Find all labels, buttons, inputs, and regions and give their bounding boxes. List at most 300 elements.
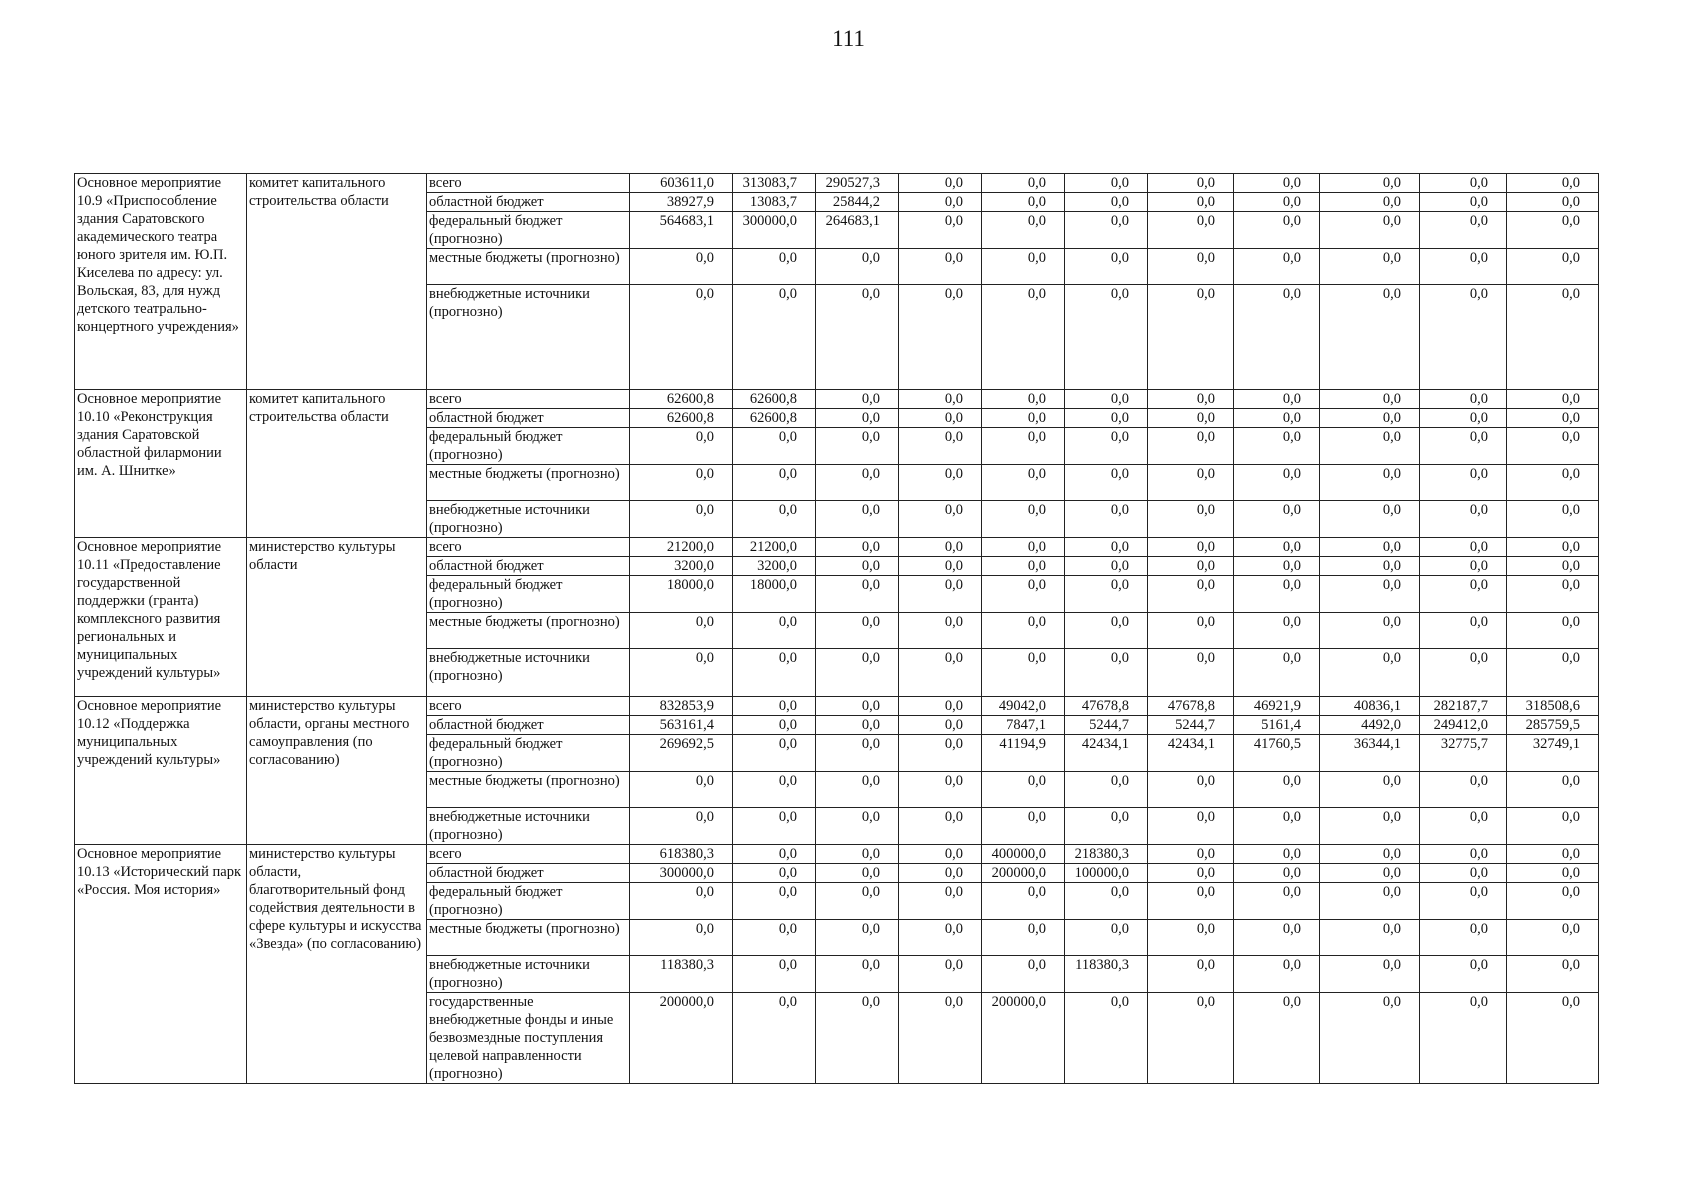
amount-cell: 0,0 [1507, 465, 1599, 501]
amount-cell: 0,0 [1320, 193, 1420, 212]
amount-cell: 0,0 [982, 576, 1065, 613]
amount-cell: 0,0 [733, 808, 816, 845]
amount-cell: 0,0 [1420, 649, 1507, 697]
amount-cell: 0,0 [1420, 390, 1507, 409]
amount-cell: 0,0 [816, 428, 899, 465]
amount-cell: 0,0 [1420, 174, 1507, 193]
amount-cell: 0,0 [1320, 649, 1420, 697]
funding-source: государственные внебюджетные фонды и иные безвозмездные поступления целевой направленности (прогнозно) [427, 993, 630, 1084]
amount-cell: 0,0 [1320, 956, 1420, 993]
amount-cell: 0,0 [1148, 864, 1234, 883]
amount-cell: 0,0 [1234, 772, 1320, 808]
amount-cell: 0,0 [816, 557, 899, 576]
amount-cell: 0,0 [1065, 212, 1148, 249]
amount-cell: 0,0 [816, 390, 899, 409]
amount-cell: 0,0 [630, 920, 733, 956]
amount-cell: 0,0 [1507, 501, 1599, 538]
amount-cell: 0,0 [816, 883, 899, 920]
amount-cell: 0,0 [1420, 285, 1507, 390]
amount-cell: 0,0 [816, 864, 899, 883]
amount-cell: 0,0 [1320, 285, 1420, 390]
amount-cell: 0,0 [816, 576, 899, 613]
amount-cell: 0,0 [816, 716, 899, 735]
amount-cell: 0,0 [899, 390, 982, 409]
amount-cell: 0,0 [733, 649, 816, 697]
amount-cell: 0,0 [1320, 409, 1420, 428]
amount-cell: 0,0 [1234, 212, 1320, 249]
amount-cell: 0,0 [1148, 845, 1234, 864]
funding-source: федеральный бюджет (прогнозно) [427, 883, 630, 920]
amount-cell: 0,0 [1507, 864, 1599, 883]
amount-cell: 0,0 [1507, 883, 1599, 920]
amount-cell: 0,0 [1507, 845, 1599, 864]
amount-cell: 0,0 [1234, 993, 1320, 1084]
amount-cell: 0,0 [816, 409, 899, 428]
amount-cell: 0,0 [899, 697, 982, 716]
amount-cell: 0,0 [816, 285, 899, 390]
amount-cell: 0,0 [816, 649, 899, 697]
amount-cell: 0,0 [630, 649, 733, 697]
amount-cell: 0,0 [899, 501, 982, 538]
funding-source: федеральный бюджет (прогнозно) [427, 576, 630, 613]
amount-cell: 0,0 [1148, 613, 1234, 649]
amount-cell: 0,0 [899, 249, 982, 285]
amount-cell: 0,0 [1065, 174, 1148, 193]
amount-cell: 0,0 [899, 409, 982, 428]
amount-cell: 0,0 [1065, 390, 1148, 409]
amount-cell: 0,0 [1507, 538, 1599, 557]
amount-cell: 0,0 [1148, 649, 1234, 697]
amount-cell: 0,0 [1420, 883, 1507, 920]
amount-cell: 0,0 [733, 993, 816, 1084]
amount-cell: 0,0 [1234, 465, 1320, 501]
table-row [75, 697, 1599, 716]
amount-cell: 0,0 [1320, 576, 1420, 613]
amount-cell: 0,0 [1234, 285, 1320, 390]
amount-cell: 0,0 [1148, 993, 1234, 1084]
amount-cell: 0,0 [733, 956, 816, 993]
amount-cell: 0,0 [733, 613, 816, 649]
amount-cell: 603611,0 [630, 174, 733, 193]
amount-cell: 32775,7 [1420, 735, 1507, 772]
amount-cell: 0,0 [1148, 538, 1234, 557]
funding-source: областной бюджет [427, 557, 630, 576]
amount-cell: 618380,3 [630, 845, 733, 864]
amount-cell: 563161,4 [630, 716, 733, 735]
amount-cell: 0,0 [1420, 576, 1507, 613]
amount-cell: 0,0 [1065, 501, 1148, 538]
amount-cell: 0,0 [1420, 993, 1507, 1084]
amount-cell: 47678,8 [1065, 697, 1148, 716]
amount-cell: 62600,8 [733, 409, 816, 428]
amount-cell: 0,0 [1320, 212, 1420, 249]
amount-cell: 0,0 [816, 613, 899, 649]
amount-cell: 0,0 [1234, 576, 1320, 613]
amount-cell: 0,0 [816, 956, 899, 993]
amount-cell: 32749,1 [1507, 735, 1599, 772]
amount-cell: 21200,0 [733, 538, 816, 557]
amount-cell: 0,0 [1320, 864, 1420, 883]
amount-cell: 0,0 [1320, 501, 1420, 538]
amount-cell: 0,0 [1320, 249, 1420, 285]
amount-cell: 0,0 [1065, 772, 1148, 808]
amount-cell: 62600,8 [733, 390, 816, 409]
funding-source: всего [427, 174, 630, 193]
amount-cell: 0,0 [899, 428, 982, 465]
amount-cell: 0,0 [982, 538, 1065, 557]
amount-cell: 0,0 [816, 697, 899, 716]
table-row [75, 538, 1599, 557]
amount-cell: 0,0 [982, 390, 1065, 409]
funding-source: федеральный бюджет (прогнозно) [427, 735, 630, 772]
amount-cell: 218380,3 [1065, 845, 1148, 864]
funding-source: местные бюджеты (прогнозно) [427, 772, 630, 808]
amount-cell: 0,0 [899, 538, 982, 557]
amount-cell: 0,0 [1148, 193, 1234, 212]
measure-title: Основное мероприятие 10.10 «Реконструкция здания Саратовской областной филармонии им. А. Шнитке» [75, 390, 247, 538]
amount-cell: 0,0 [1320, 557, 1420, 576]
amount-cell: 0,0 [1320, 845, 1420, 864]
amount-cell: 5161,4 [1234, 716, 1320, 735]
amount-cell: 0,0 [1065, 465, 1148, 501]
amount-cell: 400000,0 [982, 845, 1065, 864]
amount-cell: 0,0 [1420, 428, 1507, 465]
amount-cell: 0,0 [630, 428, 733, 465]
funding-source: всего [427, 845, 630, 864]
amount-cell: 0,0 [899, 993, 982, 1084]
amount-cell: 0,0 [1148, 883, 1234, 920]
amount-cell: 0,0 [1420, 212, 1507, 249]
amount-cell: 0,0 [1420, 864, 1507, 883]
amount-cell: 0,0 [1234, 538, 1320, 557]
amount-cell: 0,0 [1420, 465, 1507, 501]
amount-cell: 0,0 [1420, 956, 1507, 993]
funding-source: местные бюджеты (прогнозно) [427, 465, 630, 501]
funding-source: всего [427, 538, 630, 557]
amount-cell: 0,0 [1234, 428, 1320, 465]
amount-cell: 0,0 [816, 249, 899, 285]
amount-cell: 41760,5 [1234, 735, 1320, 772]
amount-cell: 0,0 [733, 285, 816, 390]
amount-cell: 0,0 [982, 557, 1065, 576]
amount-cell: 0,0 [982, 772, 1065, 808]
amount-cell: 0,0 [1507, 613, 1599, 649]
funding-source: местные бюджеты (прогнозно) [427, 920, 630, 956]
amount-cell: 0,0 [982, 428, 1065, 465]
amount-cell: 0,0 [1320, 428, 1420, 465]
amount-cell: 0,0 [1320, 772, 1420, 808]
budget-table [74, 173, 1599, 1084]
amount-cell: 0,0 [1234, 409, 1320, 428]
measure-title: Основное мероприятие 10.11 «Предоставление государственной поддержки (гранта) комплексного развития региональных и муниципальных учреждений культуры» [75, 538, 247, 697]
amount-cell: 0,0 [1234, 845, 1320, 864]
amount-cell: 0,0 [982, 613, 1065, 649]
amount-cell: 0,0 [1148, 956, 1234, 993]
amount-cell: 5244,7 [1148, 716, 1234, 735]
amount-cell: 100000,0 [1065, 864, 1148, 883]
amount-cell: 0,0 [1234, 557, 1320, 576]
amount-cell: 0,0 [1234, 193, 1320, 212]
amount-cell: 3200,0 [733, 557, 816, 576]
amount-cell: 0,0 [1065, 557, 1148, 576]
amount-cell: 0,0 [1148, 285, 1234, 390]
amount-cell: 0,0 [899, 613, 982, 649]
measure-title: Основное мероприятие 10.12 «Поддержка муниципальных учреждений культуры» [75, 697, 247, 845]
amount-cell: 47678,8 [1148, 697, 1234, 716]
amount-cell: 0,0 [1148, 920, 1234, 956]
amount-cell: 0,0 [1420, 772, 1507, 808]
amount-cell: 285759,5 [1507, 716, 1599, 735]
amount-cell: 0,0 [982, 249, 1065, 285]
amount-cell: 0,0 [982, 808, 1065, 845]
amount-cell: 0,0 [1507, 390, 1599, 409]
amount-cell: 46921,9 [1234, 697, 1320, 716]
amount-cell: 0,0 [733, 465, 816, 501]
amount-cell: 0,0 [1420, 249, 1507, 285]
amount-cell: 0,0 [816, 808, 899, 845]
amount-cell: 0,0 [899, 716, 982, 735]
measure-executor: министерство культуры области, благотворительный фонд содействия деятельности в сфере культуры и искусства «Звезда» (по согласованию) [247, 845, 427, 1084]
measure-executor: комитет капитального строительства области [247, 174, 427, 390]
amount-cell: 0,0 [1320, 465, 1420, 501]
amount-cell: 0,0 [733, 249, 816, 285]
amount-cell: 0,0 [816, 735, 899, 772]
amount-cell: 0,0 [1507, 956, 1599, 993]
amount-cell: 62600,8 [630, 390, 733, 409]
amount-cell: 313083,7 [733, 174, 816, 193]
amount-cell: 0,0 [982, 920, 1065, 956]
amount-cell: 0,0 [1234, 808, 1320, 845]
amount-cell: 0,0 [982, 883, 1065, 920]
amount-cell: 0,0 [733, 845, 816, 864]
funding-source: местные бюджеты (прогнозно) [427, 249, 630, 285]
amount-cell: 0,0 [1234, 174, 1320, 193]
measure-title: Основное мероприятие 10.13 «Исторический парк «Россия. Моя история» [75, 845, 247, 1084]
amount-cell: 249412,0 [1420, 716, 1507, 735]
amount-cell: 264683,1 [816, 212, 899, 249]
amount-cell: 0,0 [1507, 557, 1599, 576]
amount-cell: 0,0 [1234, 956, 1320, 993]
amount-cell: 0,0 [816, 501, 899, 538]
amount-cell: 0,0 [1234, 864, 1320, 883]
amount-cell: 0,0 [1420, 920, 1507, 956]
amount-cell: 318508,6 [1507, 697, 1599, 716]
amount-cell: 0,0 [1234, 920, 1320, 956]
amount-cell: 0,0 [1065, 613, 1148, 649]
amount-cell: 0,0 [816, 920, 899, 956]
amount-cell: 0,0 [733, 428, 816, 465]
amount-cell: 0,0 [899, 649, 982, 697]
funding-source: федеральный бюджет (прогнозно) [427, 212, 630, 249]
amount-cell: 41194,9 [982, 735, 1065, 772]
amount-cell: 0,0 [899, 557, 982, 576]
funding-source: внебюджетные источники (прогнозно) [427, 649, 630, 697]
amount-cell: 0,0 [630, 772, 733, 808]
amount-cell: 0,0 [1148, 772, 1234, 808]
funding-source: областной бюджет [427, 864, 630, 883]
amount-cell: 21200,0 [630, 538, 733, 557]
amount-cell: 42434,1 [1065, 735, 1148, 772]
amount-cell: 0,0 [1065, 285, 1148, 390]
amount-cell: 290527,3 [816, 174, 899, 193]
amount-cell: 0,0 [816, 993, 899, 1084]
measure-executor: министерство культуры области [247, 538, 427, 697]
amount-cell: 0,0 [1507, 193, 1599, 212]
amount-cell: 0,0 [982, 501, 1065, 538]
amount-cell: 300000,0 [630, 864, 733, 883]
amount-cell: 0,0 [1065, 193, 1148, 212]
table-row [75, 390, 1599, 409]
amount-cell: 0,0 [1148, 465, 1234, 501]
amount-cell: 0,0 [1148, 501, 1234, 538]
amount-cell: 0,0 [733, 920, 816, 956]
amount-cell: 0,0 [1507, 212, 1599, 249]
funding-source: областной бюджет [427, 193, 630, 212]
amount-cell: 269692,5 [630, 735, 733, 772]
funding-source: внебюджетные источники (прогнозно) [427, 808, 630, 845]
amount-cell: 200000,0 [982, 993, 1065, 1084]
amount-cell: 0,0 [1420, 808, 1507, 845]
amount-cell: 200000,0 [982, 864, 1065, 883]
amount-cell: 0,0 [1320, 390, 1420, 409]
amount-cell: 0,0 [1148, 409, 1234, 428]
amount-cell: 0,0 [816, 845, 899, 864]
amount-cell: 0,0 [1065, 883, 1148, 920]
amount-cell: 0,0 [630, 465, 733, 501]
amount-cell: 0,0 [1234, 883, 1320, 920]
amount-cell: 118380,3 [1065, 956, 1148, 993]
amount-cell: 0,0 [1234, 613, 1320, 649]
amount-cell: 0,0 [630, 249, 733, 285]
amount-cell: 18000,0 [733, 576, 816, 613]
amount-cell: 0,0 [733, 501, 816, 538]
amount-cell: 0,0 [899, 956, 982, 993]
measure-title: Основное мероприятие 10.9 «Приспособление здания Саратовского академического театра юного зрителя им. Ю.П. Киселева по адресу: ул. Вольская, 83, для нужд детского театрально-концертного учреждения» [75, 174, 247, 390]
amount-cell: 564683,1 [630, 212, 733, 249]
amount-cell: 0,0 [899, 735, 982, 772]
amount-cell: 0,0 [1065, 409, 1148, 428]
amount-cell: 0,0 [1065, 249, 1148, 285]
amount-cell: 0,0 [733, 864, 816, 883]
amount-cell: 0,0 [1148, 808, 1234, 845]
amount-cell: 0,0 [1148, 390, 1234, 409]
amount-cell: 0,0 [1507, 772, 1599, 808]
amount-cell: 13083,7 [733, 193, 816, 212]
amount-cell: 0,0 [982, 956, 1065, 993]
amount-cell: 0,0 [982, 409, 1065, 428]
amount-cell: 0,0 [1507, 808, 1599, 845]
amount-cell: 0,0 [1507, 649, 1599, 697]
page-number: 111 [832, 26, 865, 51]
amount-cell: 0,0 [1420, 613, 1507, 649]
amount-cell: 0,0 [1320, 920, 1420, 956]
amount-cell: 0,0 [816, 465, 899, 501]
amount-cell: 300000,0 [733, 212, 816, 249]
funding-source: внебюджетные источники (прогнозно) [427, 956, 630, 993]
amount-cell: 0,0 [733, 883, 816, 920]
amount-cell: 0,0 [1234, 390, 1320, 409]
amount-cell: 0,0 [1320, 538, 1420, 557]
amount-cell: 0,0 [630, 883, 733, 920]
amount-cell: 0,0 [1420, 538, 1507, 557]
amount-cell: 0,0 [1148, 428, 1234, 465]
amount-cell: 0,0 [733, 772, 816, 808]
amount-cell: 0,0 [1065, 538, 1148, 557]
amount-cell: 40836,1 [1320, 697, 1420, 716]
funding-source: внебюджетные источники (прогнозно) [427, 501, 630, 538]
amount-cell: 0,0 [982, 649, 1065, 697]
amount-cell: 25844,2 [816, 193, 899, 212]
measure-executor: министерство культуры области, органы местного самоуправления (по согласованию) [247, 697, 427, 845]
amount-cell: 0,0 [733, 716, 816, 735]
table-row [75, 845, 1599, 864]
amount-cell: 49042,0 [982, 697, 1065, 716]
amount-cell: 0,0 [899, 576, 982, 613]
amount-cell: 0,0 [1065, 576, 1148, 613]
amount-cell: 0,0 [1148, 174, 1234, 193]
amount-cell: 0,0 [1320, 174, 1420, 193]
amount-cell: 0,0 [982, 285, 1065, 390]
amount-cell: 38927,9 [630, 193, 733, 212]
amount-cell: 118380,3 [630, 956, 733, 993]
amount-cell: 0,0 [1148, 557, 1234, 576]
amount-cell: 0,0 [899, 465, 982, 501]
amount-cell: 0,0 [1507, 249, 1599, 285]
amount-cell: 0,0 [1507, 428, 1599, 465]
amount-cell: 0,0 [1234, 249, 1320, 285]
amount-cell: 3200,0 [630, 557, 733, 576]
amount-cell: 18000,0 [630, 576, 733, 613]
amount-cell: 0,0 [1148, 249, 1234, 285]
amount-cell: 0,0 [1320, 993, 1420, 1084]
amount-cell: 0,0 [1507, 920, 1599, 956]
amount-cell: 282187,7 [1420, 697, 1507, 716]
amount-cell: 0,0 [816, 772, 899, 808]
funding-source: внебюджетные источники (прогнозно) [427, 285, 630, 390]
amount-cell: 4492,0 [1320, 716, 1420, 735]
funding-source: всего [427, 390, 630, 409]
amount-cell: 0,0 [1234, 649, 1320, 697]
amount-cell: 0,0 [630, 613, 733, 649]
amount-cell: 0,0 [982, 193, 1065, 212]
amount-cell: 0,0 [630, 808, 733, 845]
amount-cell: 0,0 [1065, 428, 1148, 465]
amount-cell: 0,0 [899, 772, 982, 808]
funding-source: всего [427, 697, 630, 716]
amount-cell: 42434,1 [1148, 735, 1234, 772]
amount-cell: 0,0 [982, 465, 1065, 501]
amount-cell: 0,0 [1320, 808, 1420, 845]
amount-cell: 0,0 [1420, 409, 1507, 428]
amount-cell: 0,0 [899, 174, 982, 193]
amount-cell: 0,0 [899, 920, 982, 956]
amount-cell: 0,0 [899, 193, 982, 212]
amount-cell: 0,0 [1507, 576, 1599, 613]
amount-cell: 0,0 [1507, 409, 1599, 428]
amount-cell: 0,0 [899, 845, 982, 864]
amount-cell: 0,0 [733, 697, 816, 716]
funding-source: федеральный бюджет (прогнозно) [427, 428, 630, 465]
amount-cell: 0,0 [1420, 845, 1507, 864]
amount-cell: 832853,9 [630, 697, 733, 716]
table-row [75, 174, 1599, 193]
amount-cell: 0,0 [1320, 883, 1420, 920]
amount-cell: 0,0 [733, 735, 816, 772]
amount-cell: 0,0 [982, 212, 1065, 249]
amount-cell: 0,0 [982, 174, 1065, 193]
amount-cell: 0,0 [1234, 501, 1320, 538]
amount-cell: 0,0 [899, 212, 982, 249]
